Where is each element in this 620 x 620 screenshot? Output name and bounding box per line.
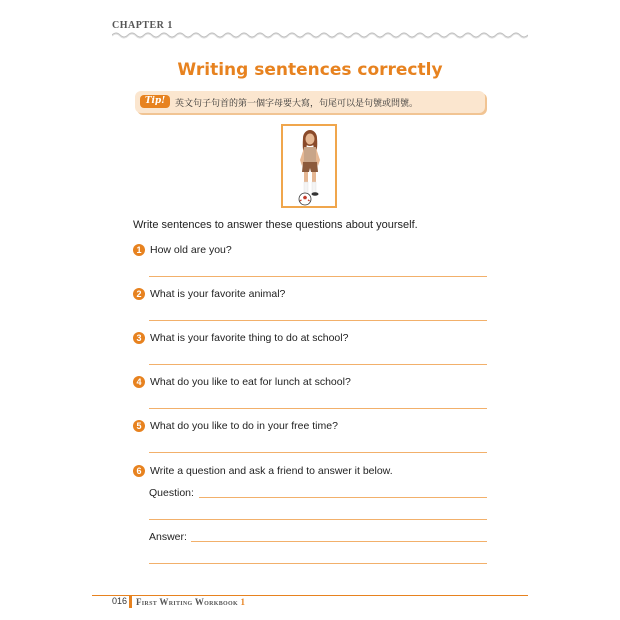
footer-accent-bar (129, 596, 132, 608)
decorative-wave-rule (112, 31, 528, 39)
answer-write-line-2[interactable] (149, 563, 487, 564)
question-6 (133, 465, 393, 477)
question-number-badge: 3 (133, 332, 145, 344)
answer-write-line[interactable] (191, 541, 487, 542)
answer-line-3[interactable] (149, 364, 487, 365)
answer-line-4[interactable] (149, 408, 487, 409)
question-1 (133, 244, 232, 256)
tip-box (135, 91, 485, 113)
book-title-text: First Writing Workbook (136, 597, 238, 607)
question-text: What do you like to do in your free time? (150, 420, 338, 432)
question-text: What do you like to eat for lunch at school? (150, 376, 351, 388)
tip-badge: Tip! (140, 95, 170, 108)
question-number-badge: 2 (133, 288, 145, 300)
question-write-line[interactable] (199, 497, 487, 498)
question-4 (133, 376, 351, 388)
footer-rule (92, 595, 528, 596)
book-volume: 1 (240, 597, 246, 607)
question-text: What is your favorite animal? (150, 288, 286, 300)
question-number-badge: 1 (133, 244, 145, 256)
answer-field-label: Answer: (149, 531, 187, 543)
answer-line-2[interactable] (149, 320, 487, 321)
tip-text: 英文句子句首的第一個字母要大寫，句尾可以是句號或問號。 (175, 99, 419, 109)
footer-book-title (136, 597, 245, 607)
question-number-badge: 4 (133, 376, 145, 388)
question-text: How old are you? (150, 244, 232, 256)
question-3 (133, 332, 348, 344)
page-title: Writing sentences correctly (177, 60, 443, 80)
girl-with-soccer-ball-photo (281, 124, 337, 208)
question-write-line-2[interactable] (149, 519, 487, 520)
answer-line-5[interactable] (149, 452, 487, 453)
question-5 (133, 420, 338, 432)
page-number: 016 (112, 596, 128, 606)
answer-line-1[interactable] (149, 276, 487, 277)
question-2 (133, 288, 285, 300)
instruction-text: Write sentences to answer these questions about yourself. (133, 219, 418, 231)
chapter-heading: CHAPTER 1 (112, 20, 173, 31)
question-number-badge: 6 (133, 465, 145, 477)
question-text: Write a question and ask a friend to answer it below. (150, 465, 393, 477)
question-text: What is your favorite thing to do at school? (150, 332, 349, 344)
question-number-badge: 5 (133, 420, 145, 432)
question-field-label: Question: (149, 487, 194, 499)
